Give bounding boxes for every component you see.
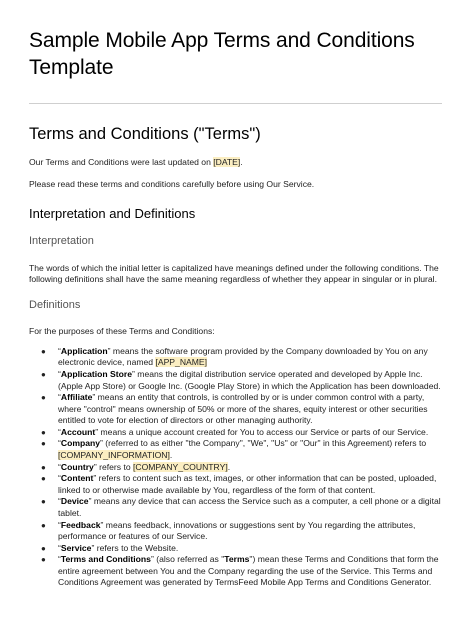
definitions-list (29, 346, 446, 589)
interpretation-definitions-heading: Interpretation and Definitions (29, 205, 196, 221)
definitions-intro: For the purposes of these Terms and Conditions: (29, 325, 215, 336)
term-text: refers to content such as text, images, or other information that can be posted, uploaded, linked to or otherwise made available by You, regardless of the form of that content. (58, 473, 437, 495)
bullet-icon: ● (41, 555, 46, 565)
term-text: (referred to as either "the Company", "We", "Us" or "Our" in this Agreement) refers to (102, 438, 427, 449)
bullet-icon: ● (41, 347, 46, 357)
definition-content: ● “Content” refers to content such as text, images, or other information that can be posted, uploaded, linked to or otherwise made available by You, regardless of the form of that content. (41, 473, 437, 495)
term-label: Country (60, 461, 94, 472)
definition-country: ● “Country” refers to [COMPANY_COUNTRY]. (41, 461, 231, 472)
term-text: means a unique account created for You to access our Service or parts of our Service. (98, 426, 429, 437)
term-label: Account (60, 426, 96, 437)
term-text: refers to (96, 461, 133, 472)
term-text: means an entity that controls, is controlled by or is under common control with a party, where "control" means ownership of 50% or more of the shares, equity interest or other securities entitled to vote for election of directors or other managing authority. (58, 392, 428, 426)
term-label: Terms and Conditions (60, 554, 151, 565)
definition-application: ● “Application” means the software program provided by the Company downloaded by You on any electronic device, named [APP_NAME] (41, 346, 428, 368)
term-label: Company (60, 438, 101, 449)
interpretation-text: The words of which the initial letter is capitalized have meanings defined under the following conditions. The following definitions shall have the same meaning regardless of whether they appear in singular or in plural. (29, 262, 439, 285)
bullet-icon: ● (41, 439, 46, 449)
bullet-icon: ● (41, 427, 46, 437)
definition-affiliate: ● “Affiliate” means an entity that controls, is controlled by or is under common control with a party, where "control" means ownership of 50% or more of the shares, equity interest or other securities entitled to vote for election of directors or other managing authority. (41, 392, 428, 426)
app-name-placeholder: [APP_NAME] (155, 357, 208, 368)
bullet-icon: ● (41, 370, 46, 380)
term-text: means any device that can access the Service such as a computer, a cell phone or a digital tablet. (58, 496, 441, 518)
bullet-icon: ● (41, 497, 46, 507)
term-period: . (227, 461, 231, 472)
term-label: Affiliate (60, 392, 93, 403)
last-updated-text: Our Terms and Conditions were last updated on (29, 157, 214, 167)
term-label: Content (60, 473, 94, 484)
bullet-icon: ● (41, 462, 46, 472)
definition-account: ● “Account” means a unique account created for You to access our Service or parts of our Service. (41, 426, 429, 437)
term-label: Service (60, 542, 92, 553)
bullet-icon: ● (41, 393, 46, 403)
last-updated-paragraph (29, 157, 446, 168)
read-notice: Please read these terms and conditions carefully before using Our Service. (29, 179, 315, 190)
date-placeholder: [DATE] (213, 157, 241, 167)
company-information-placeholder: [COMPANY_INFORMATION] (58, 449, 170, 460)
term-label: Application Store (60, 369, 133, 380)
title-divider (29, 103, 442, 104)
bullet-icon: ● (41, 474, 46, 484)
definition-device: ● “Device” means any device that can access the Service such as a computer, a cell phone or a digital tablet. (41, 496, 441, 518)
definition-feedback: ● “Feedback” means feedback, innovations or suggestions sent by You regarding the attributes, performance or features of our Service. (41, 519, 416, 541)
document-title: Sample Mobile App Terms and Conditions Template (29, 29, 415, 79)
term-text: means the digital distribution service operated and developed by Apple Inc. (Apple App Store) or Google Inc. (Google Play Store) in which the Application has been downloaded. (58, 369, 441, 391)
definition-service: ● “Service” refers to the Website. (41, 542, 179, 553)
term-label-short: Terms (224, 554, 250, 565)
definition-terms-and-conditions: ● “Terms and Conditions” (also referred as "Terms") mean these Terms and Conditions that form the entire agreement between You and the Company regarding the use of the Service. This Terms and Conditions Agreement was generated by TermsFeed Mobile App Terms and Conditions Generator. (41, 554, 439, 588)
term-text: means feedback, innovations or suggestions sent by You regarding the attributes, performance or features of our Service. (58, 519, 416, 541)
term-text: (also referred as " (153, 554, 225, 565)
definition-application-store: ● “Application Store” means the digital distribution service operated and developed by Apple Inc. (Apple App Store) or Google Inc. (Google Play Store) in which the Application has been downloaded. (41, 369, 441, 391)
term-label: Device (60, 496, 89, 507)
definition-company: ● “Company” (referred to as either "the Company", "We", "Us" or "Our" in this Agreement) refers to [COMPANY_INFORMATION]. (41, 438, 427, 460)
bullet-icon: ● (41, 543, 46, 553)
definitions-heading: Definitions (29, 298, 81, 311)
term-label: Application (60, 346, 108, 357)
company-country-placeholder: [COMPANY_COUNTRY] (133, 461, 228, 472)
term-label: Feedback (60, 519, 101, 530)
term-text: ") mean these Terms and Conditions that form the entire agreement between You and the Company regarding the use of the Service. This Terms and Conditions Agreement was generated by TermsFeed Mobile App Terms and Conditions Generator. (58, 554, 439, 588)
term-period: . (169, 449, 173, 460)
last-updated-period: . (240, 157, 243, 167)
terms-heading: Terms and Conditions ("Terms") (29, 125, 261, 143)
interpretation-heading: Interpretation (29, 234, 94, 247)
term-text: means the software program provided by the Company downloaded by You on any electronic device, named (58, 346, 428, 368)
term-text: refers to the Website. (94, 542, 179, 553)
bullet-icon: ● (41, 520, 46, 530)
